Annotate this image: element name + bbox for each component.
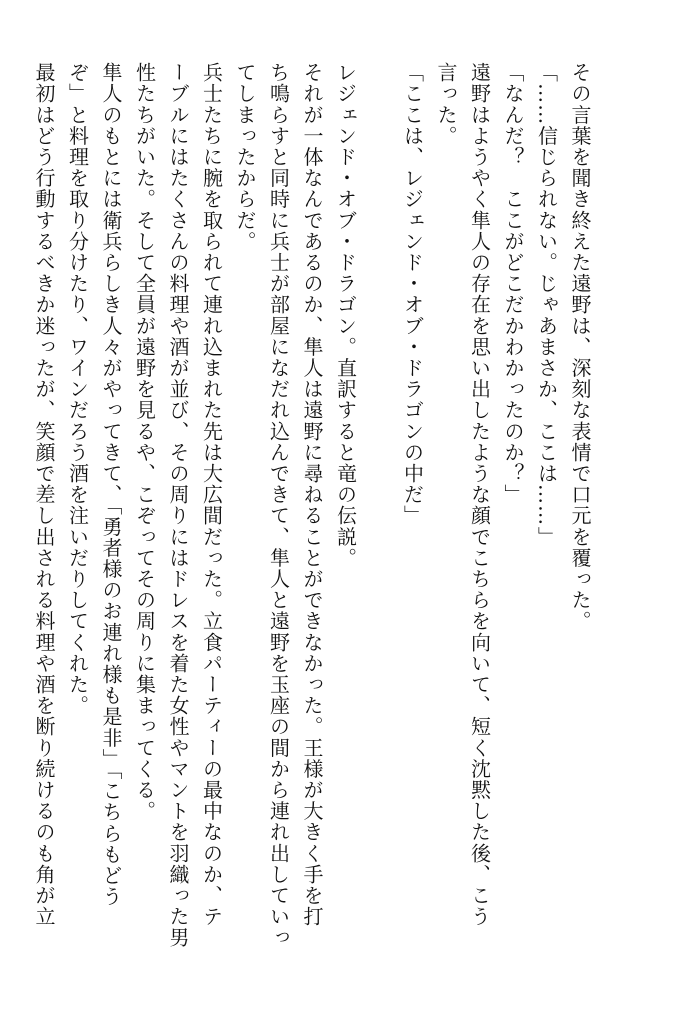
vertical-text-body — [27, 62, 597, 957]
text-line: 「……信じられない。じゃあまさか、ここは……」 — [534, 62, 559, 548]
text-line: 「なんだ？ ここがどこだかわかったのか？」 — [501, 62, 525, 506]
text-line: それが一体なんであるのか、隼人は遠野に尋ねることができなかった。王様が大きく手を打 — [300, 62, 324, 928]
scene-break — [362, 62, 396, 957]
text-line: ち鳴らすと同時に兵士が部屋になだれ込んできて、隼人と遠野を玉座の間から連れ出していっ — [266, 62, 291, 949]
text-line: てしまったからだ。 — [233, 62, 257, 252]
text-line: その言葉を聞き終えた遠野は、深刻な表情で口元を覆った。 — [568, 62, 592, 632]
text-line: 言った。 — [434, 62, 458, 147]
text-line: 隼人のもとには衛兵らしき人々がやってきて、「勇者様のお連れ様も是非」「こちらもどう — [99, 62, 123, 908]
text-line: 最初はどう行動するべきか迷ったが、笑顔で差し出される料理や酒を断り続けるのも角が立 — [32, 62, 56, 928]
text-line: 性たちがいた。そして全員が遠野を見るや、こぞってその周りに集まってくる。 — [132, 62, 157, 822]
text-line: 「ここは、レジェンド・オブ・ドラゴンの中だ」 — [400, 62, 425, 527]
text-line: 兵士たちに腕を取られて連れ込まれた先は大広間だった。立食パーティーの最中なのか、テ — [199, 62, 224, 928]
text-line: レジェンド・オブ・ドラゴン。直訳すると竜の伝説。 — [333, 62, 358, 569]
text-line: 遠野はようやく隼人の存在を思い出したような顔でこちらを向いて、短く沈黙した後、こう — [467, 62, 492, 928]
text-line: ぞ」と料理を取り分けたり、ワインだろう酒を注いだりしてくれた。 — [65, 62, 90, 717]
text-line: ーブルにはたくさんの料理や酒が並び、その周りにはドレスを着た女性やマントを羽織った男 — [166, 62, 190, 949]
